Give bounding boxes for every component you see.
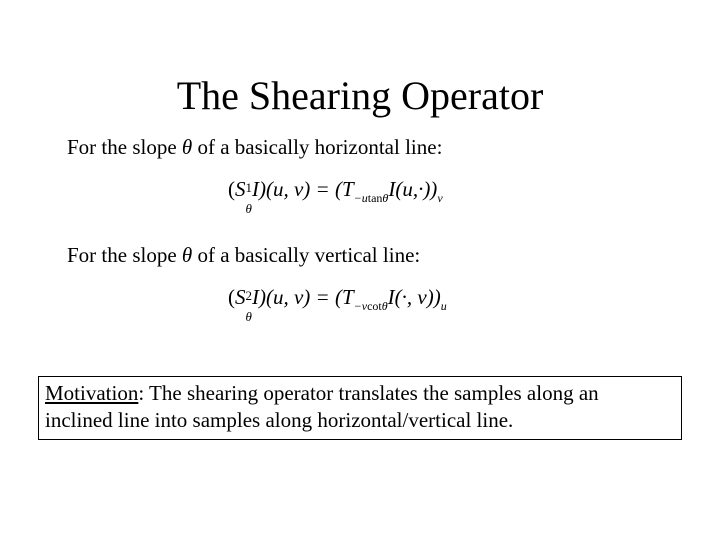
motivation-label: Motivation	[45, 381, 139, 405]
slide-title: The Shearing Operator	[176, 73, 544, 118]
translation-sub-function: tan	[367, 191, 383, 205]
motivation-line-1	[45, 380, 681, 407]
motivation-text-1: : The shearing operator translates the samples along an	[138, 381, 599, 405]
caption-prefix: For the slope	[67, 135, 182, 159]
formula-rhs: I(·, v))	[387, 285, 441, 309]
horizontal-line-caption	[67, 134, 442, 160]
translation-subscript	[354, 191, 389, 205]
caption-suffix: of a basically vertical line:	[192, 243, 421, 267]
operator-symbol: S	[235, 177, 246, 201]
operator-superscript: 2	[245, 288, 252, 303]
translation-sub-angle: θ	[382, 191, 389, 205]
motivation-box	[38, 376, 682, 440]
caption-suffix: of a basically horizontal line:	[192, 135, 443, 159]
formula-lhs: I)(u, v) = (T	[252, 177, 354, 201]
theta-symbol: θ	[181, 243, 193, 267]
operator-subscript: θ	[245, 309, 252, 324]
formula-open-paren: (	[228, 177, 235, 201]
operator-symbol: S	[235, 285, 246, 309]
outer-subscript: v	[437, 191, 443, 205]
formula-rhs: I(u,·))	[388, 177, 438, 201]
outer-subscript: u	[440, 299, 447, 313]
translation-sub-prefix: −u	[353, 191, 368, 205]
translation-sub-prefix: −v	[353, 299, 368, 313]
motivation-line-2: inclined line into samples along horizontal/vertical line.	[45, 408, 514, 432]
operator-indices	[245, 180, 253, 216]
operator-indices	[245, 288, 253, 324]
formula-lhs: I)(u, v) = (T	[252, 285, 354, 309]
theta-symbol: θ	[181, 135, 193, 159]
operator-subscript: θ	[245, 201, 252, 216]
horizontal-shear-formula	[228, 176, 443, 216]
operator-superscript: 1	[245, 180, 252, 195]
caption-prefix: For the slope	[67, 243, 182, 267]
vertical-shear-formula	[228, 284, 447, 324]
translation-sub-function: cot	[367, 299, 382, 313]
translation-sub-angle: θ	[381, 299, 388, 313]
formula-open-paren: (	[228, 285, 235, 309]
vertical-line-caption	[67, 242, 420, 268]
translation-subscript	[354, 299, 388, 313]
